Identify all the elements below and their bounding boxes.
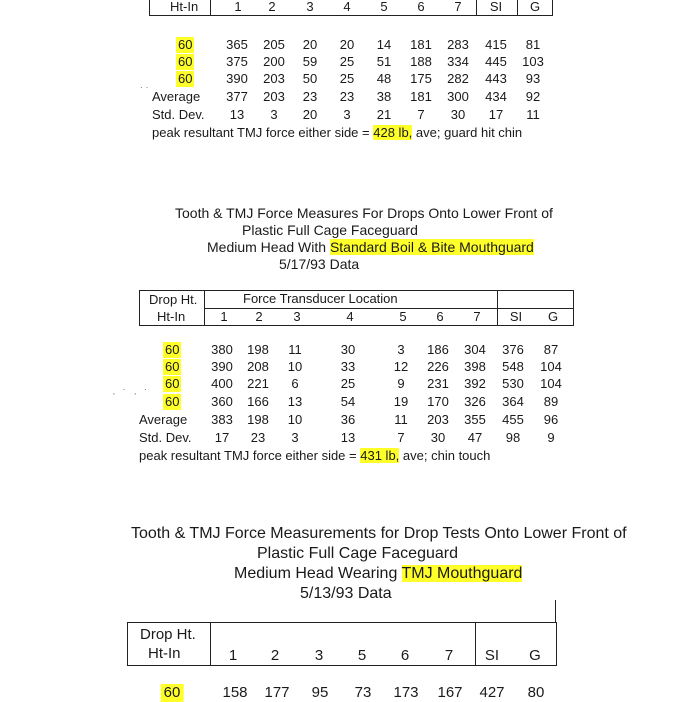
data-cell: 14 [376, 37, 392, 52]
data-cell: 36 [340, 412, 356, 427]
drop-height-cell: 60 [165, 359, 180, 374]
table1-header-divider [476, 0, 477, 15]
table1-col-header: SI [489, 0, 503, 14]
row-label: Average [152, 89, 201, 104]
drop-height-cell: 60 [165, 342, 180, 357]
data-cell: 51 [376, 54, 392, 69]
table1-col-header: 2 [268, 0, 276, 14]
data-cell: 283 [447, 37, 469, 52]
scan-artifact: ˙˙ [140, 86, 152, 98]
data-cell: 208 [247, 359, 269, 374]
footnote-text: ave; chin touch [402, 448, 491, 463]
data-cell: 50 [302, 71, 318, 86]
data-cell: 167 [437, 684, 463, 701]
data-cell: 9 [547, 430, 555, 445]
section3-title-line1: Tooth & TMJ Force Measurements for Drop Tests Onto Lower Front of [131, 525, 627, 542]
table3-col-header: 3 [314, 647, 324, 664]
table2-col-header: G [547, 309, 559, 324]
drop-height-cell: 60 [178, 37, 193, 52]
table1-col-header: 6 [417, 0, 425, 14]
section2-title-line2: Plastic Full Cage Faceguard [242, 222, 418, 238]
data-cell: 390 [211, 359, 233, 374]
table2-footnote [139, 448, 490, 464]
data-cell: 415 [485, 37, 507, 52]
data-cell: 360 [211, 394, 233, 409]
table1-col-header: G [529, 0, 541, 14]
table3-col-header: 2 [270, 647, 280, 664]
data-cell: 6 [291, 376, 299, 391]
data-cell: 326 [464, 394, 486, 409]
table3-header-divider [210, 623, 211, 665]
data-cell: 400 [211, 376, 233, 391]
mouthguard-type: TMJ Mouthguard [401, 565, 523, 582]
data-cell: 186 [427, 342, 449, 357]
data-cell: 166 [247, 394, 269, 409]
data-cell: 59 [302, 54, 318, 69]
section3-date: 5/13/93 Data [300, 585, 392, 602]
data-cell: 334 [447, 54, 469, 69]
table1-header-label: Ht-In [170, 0, 199, 14]
data-cell: 455 [502, 412, 524, 427]
data-cell: 21 [376, 107, 392, 122]
section3-title-line2: Plastic Full Cage Faceguard [257, 545, 458, 562]
drop-height-cell: 60 [165, 376, 180, 391]
table3-col-header: 7 [444, 647, 454, 664]
data-cell: 11 [394, 412, 408, 427]
drop-height-cell: 60 [165, 394, 180, 409]
data-cell: 377 [226, 89, 248, 104]
table2-header-label-bottom: Ht-In [157, 309, 186, 324]
data-cell: 434 [485, 89, 507, 104]
data-cell: 188 [410, 54, 432, 69]
section2-title-line3 [207, 239, 534, 256]
data-cell: 198 [247, 342, 269, 357]
data-cell: 3 [343, 107, 351, 122]
data-cell: 530 [502, 376, 524, 391]
drop-height-cell: 60 [178, 71, 193, 86]
data-cell: 427 [479, 684, 505, 701]
data-cell: 376 [502, 342, 524, 357]
data-cell: 17 [214, 430, 230, 445]
data-cell: 87 [543, 342, 559, 357]
table1-header-divider [210, 0, 211, 15]
footnote-text: peak resultant TMJ force either side = [139, 448, 357, 463]
table2-col-header: 6 [436, 309, 444, 324]
data-cell: 33 [340, 359, 356, 374]
data-cell: 95 [311, 684, 329, 701]
data-cell: 181 [410, 37, 432, 52]
table1-col-header: 5 [380, 0, 388, 14]
section2-date: 5/17/93 Data [279, 256, 360, 272]
data-cell: 181 [410, 89, 432, 104]
data-cell: 203 [263, 89, 285, 104]
mouthguard-type: Standard Boil & Bite Mouthguard [329, 239, 534, 255]
data-cell: 226 [427, 359, 449, 374]
row-label: Std. Dev. [139, 430, 192, 445]
footnote-text: peak resultant TMJ force either side = [152, 125, 370, 140]
table2-col-header: 7 [473, 309, 481, 324]
table2-col-header: 2 [255, 309, 263, 324]
data-cell: 548 [502, 359, 524, 374]
peak-force-value: 428 lb, [373, 125, 413, 140]
data-cell: 25 [339, 54, 355, 69]
data-cell: 23 [339, 89, 355, 104]
data-cell: 364 [502, 394, 524, 409]
data-cell: 20 [339, 37, 355, 52]
table1-footnote [152, 125, 522, 141]
data-cell: 38 [376, 89, 392, 104]
data-cell: 9 [397, 376, 405, 391]
section3-title-line3 [234, 564, 522, 584]
data-cell: 398 [464, 359, 486, 374]
data-cell: 383 [211, 412, 233, 427]
table1-col-header: 4 [343, 0, 351, 14]
data-cell: 158 [222, 684, 248, 701]
row-label: Average [139, 412, 188, 427]
data-cell: 103 [522, 54, 544, 69]
table2-col-header: 5 [399, 309, 407, 324]
data-cell: 20 [302, 107, 318, 122]
title-text: Medium Head With [207, 239, 327, 255]
data-cell: 175 [410, 71, 432, 86]
data-cell: 445 [485, 54, 507, 69]
data-cell: 304 [464, 342, 486, 357]
table3-col-header: G [529, 647, 541, 664]
table3-col-header: 6 [400, 647, 410, 664]
title-text: Medium Head Wearing [234, 565, 398, 582]
footnote-text: ave; guard hit chin [415, 125, 523, 140]
data-cell: 48 [376, 71, 392, 86]
data-cell: 104 [540, 376, 562, 391]
table2-col-header: SI [509, 309, 523, 324]
row-label: Std. Dev. [152, 107, 205, 122]
data-cell: 11 [526, 107, 540, 122]
data-cell: 23 [250, 430, 266, 445]
data-cell: 19 [393, 394, 409, 409]
data-cell: 17 [488, 107, 504, 122]
table3-col-header: SI [484, 647, 500, 664]
table3-col-header: 5 [357, 647, 367, 664]
data-cell: 80 [527, 684, 545, 701]
data-cell: 392 [464, 376, 486, 391]
peak-force-value: 431 lb, [360, 448, 400, 463]
data-cell: 443 [485, 71, 507, 86]
data-cell: 25 [339, 71, 355, 86]
data-cell: 3 [270, 107, 278, 122]
data-cell: 13 [340, 430, 356, 445]
data-cell: 10 [287, 359, 303, 374]
data-cell: 7 [397, 430, 405, 445]
data-cell: 30 [430, 430, 446, 445]
section2-title-line1: Tooth & TMJ Force Measures For Drops Onto Lower Front of [175, 205, 553, 221]
data-cell: 375 [226, 54, 248, 69]
data-cell: 25 [340, 376, 356, 391]
data-cell: 170 [427, 394, 449, 409]
data-cell: 300 [447, 89, 469, 104]
table2-col-header: 3 [293, 309, 301, 324]
data-cell: 92 [525, 89, 541, 104]
data-cell: 10 [287, 412, 303, 427]
data-cell: 73 [354, 684, 372, 701]
data-cell: 54 [340, 394, 356, 409]
table3-header-label-bottom: Ht-In [148, 645, 181, 662]
data-cell: 203 [427, 412, 449, 427]
data-cell: 20 [302, 37, 318, 52]
table3-header-label-top: Drop Ht. [140, 626, 196, 643]
table2-col-header: 1 [220, 309, 228, 324]
data-cell: 96 [543, 412, 559, 427]
data-cell: 12 [393, 359, 409, 374]
data-cell: 13 [229, 107, 245, 122]
data-cell: 173 [393, 684, 419, 701]
scan-artifact: · ˙ · ˙ [112, 388, 150, 400]
data-cell: 221 [247, 376, 269, 391]
data-cell: 93 [525, 71, 541, 86]
table1-col-header: 7 [454, 0, 462, 14]
data-cell: 7 [417, 107, 425, 122]
table2-header-label-top: Drop Ht. [149, 292, 198, 307]
data-cell: 3 [291, 430, 299, 445]
data-cell: 3 [397, 342, 405, 357]
drop-height-cell: 60 [178, 54, 193, 69]
data-cell: 30 [450, 107, 466, 122]
data-cell: 231 [427, 376, 449, 391]
table1-col-header: 1 [234, 0, 242, 14]
data-cell: 198 [247, 412, 269, 427]
table3-edge-line [555, 600, 556, 622]
table3-header-divider [475, 623, 476, 665]
table2-header-group: Force Transducer Location [243, 291, 398, 306]
data-cell: 81 [525, 37, 541, 52]
data-cell: 390 [226, 71, 248, 86]
data-cell: 355 [464, 412, 486, 427]
data-cell: 203 [263, 71, 285, 86]
data-cell: 98 [505, 430, 521, 445]
drop-height-cell: 60 [161, 684, 184, 702]
data-cell: 13 [287, 394, 303, 409]
table3-col-header: 1 [228, 647, 238, 664]
data-cell: 47 [467, 430, 483, 445]
table2-col-header: 4 [346, 309, 354, 324]
data-cell: 104 [540, 359, 562, 374]
table1-col-header: 3 [306, 0, 314, 14]
data-cell: 30 [340, 342, 356, 357]
data-cell: 89 [543, 394, 559, 409]
data-cell: 282 [447, 71, 469, 86]
data-cell: 177 [264, 684, 290, 701]
data-cell: 200 [263, 54, 285, 69]
data-cell: 365 [226, 37, 248, 52]
table1-header-divider [517, 0, 518, 15]
data-cell: 205 [263, 37, 285, 52]
data-cell: 380 [211, 342, 233, 357]
data-cell: 23 [302, 89, 318, 104]
data-cell: 11 [288, 342, 302, 357]
